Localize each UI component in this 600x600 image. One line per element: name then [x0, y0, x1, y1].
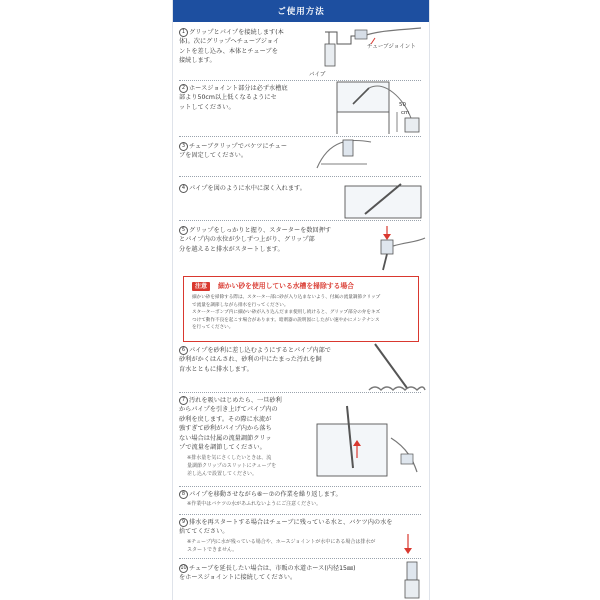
tube-joint-label: チューブジョイント	[367, 44, 416, 50]
caution-box	[183, 276, 419, 342]
divider	[179, 392, 421, 393]
drain-arrow-illustration	[393, 530, 423, 560]
step-number: 9	[179, 518, 188, 527]
step-text: ットしてください。	[179, 103, 235, 111]
height-value: 50	[399, 102, 406, 108]
section-header	[173, 0, 429, 22]
step-7	[179, 396, 319, 452]
step-text: 捨ててください。	[179, 528, 229, 536]
caution-text: を行ってください。	[192, 325, 234, 331]
divider	[179, 486, 421, 487]
step-text: パイプを移動させながら⑥〜⑦の作業を繰り返します。	[189, 491, 342, 498]
step-text: グリップとパイプを接続します(本	[189, 29, 284, 36]
divider	[179, 176, 421, 177]
divider	[179, 136, 421, 137]
step-text: グリップをしっかりと握り、スターターを数回押す	[189, 227, 332, 234]
step-text: をホースジョイントに接続してください。	[179, 574, 297, 582]
step-8	[179, 490, 419, 499]
step-7-note	[187, 454, 276, 478]
caution-text: つけて動作不良を起こす場合があります。暗剤器の説明図にしたがい速やかにメンテナンス	[192, 317, 380, 323]
step-text: パイプを砂利に差し込むようにするとパイプ内部で	[189, 347, 331, 354]
caution-badge: 注意	[192, 282, 210, 291]
step-text: ブを固定してください。	[179, 152, 248, 160]
step-text: 汚れを吸いはじめたら、一旦砂利	[189, 397, 282, 404]
step-text: 接続します。	[179, 57, 216, 65]
note-text: 量調節クリップのスリットにチューブを	[187, 463, 277, 469]
step-text: プで流量を調節してください。	[179, 444, 266, 452]
gravel-illustration	[365, 340, 427, 398]
step-2	[179, 84, 319, 112]
pipe-label: パイプ	[309, 72, 326, 78]
step-text: ントを差し込み、本体とチューブを	[179, 47, 278, 55]
step-text: パイプを図のように水中に深く入れます。	[189, 185, 306, 192]
pipe-in-water-illustration	[341, 180, 425, 220]
step-text: チューブクリップでバケツにチュー	[189, 143, 288, 150]
height-unit: cm	[401, 110, 410, 116]
note-text: ※作業中はバケツの水があふれないようにご注意ください。	[187, 501, 322, 507]
instruction-card	[172, 0, 430, 600]
step-text: とパイプ内の水位が少しずつ上がり、グリップ部	[179, 236, 315, 244]
step-number: 7	[179, 396, 188, 405]
caution-title: 細かい砂を使用している水槽を掃除する場合	[218, 282, 354, 290]
step-9-note	[187, 538, 375, 554]
hose-joint-illustration	[399, 560, 425, 600]
divider	[179, 220, 421, 221]
divider	[179, 558, 421, 559]
step-6	[179, 346, 365, 374]
step-text: ホースジョイント部分は必ず水槽底	[189, 85, 288, 92]
tube-clip-illustration	[315, 134, 375, 174]
grip-pipe-illustration	[311, 24, 427, 80]
step-9	[179, 518, 423, 537]
step-8-note	[187, 500, 321, 508]
step-number: 5	[179, 226, 188, 235]
caution-text: で流量を調節しながら排水を行ってください。	[192, 302, 289, 308]
step-text: ない場合は付属の流量調節クリッ	[179, 434, 272, 442]
step-number: 1	[179, 28, 188, 37]
step-number: 3	[179, 142, 188, 151]
note-text: 差し込んで設置してください。	[187, 471, 258, 477]
caution-text: スターターポンプ内に細かい砂が入り込んだまま使用し続けると、グリップ部分の弁をキズ	[192, 310, 381, 316]
step-number: 6	[179, 346, 188, 355]
step-10	[179, 564, 379, 583]
step-4	[179, 184, 359, 193]
caution-text: 細かい砂を掃除する際は、スターター部に砂が入り込まないよう、付属の流量調節クリップ	[192, 295, 381, 300]
starter-illustration	[367, 222, 427, 272]
step-text: チューブを延長したい場合は、市販の水道ホース(内径15㎜)	[189, 565, 356, 572]
step-1	[179, 28, 319, 66]
note-text: スタートできません。	[187, 547, 238, 553]
caution-body	[192, 294, 412, 332]
step-text: 育水とともに排水します。	[179, 365, 253, 373]
step-number: 2	[179, 84, 188, 93]
step-text: 砂利を戻します。その際に水流が	[179, 415, 272, 423]
step-text: 排水を再スタートする場合はチューブに残っている水と、バケツ内の水を	[189, 519, 393, 526]
note-text: ※チューブ内に水が残っている場合や、ホースジョイントが水中にある場合は排水が	[187, 539, 376, 545]
step-number: 10	[180, 565, 187, 571]
step-text: 体)。次にグリップへチューブジョイ	[179, 38, 280, 46]
aquarium-height-illustration	[323, 78, 427, 136]
step-5	[179, 226, 365, 254]
section-title: ご使用方法	[277, 7, 325, 17]
step-text: 分を越えると排水がスタートします。	[179, 245, 284, 253]
step-text: 砂利がかくはんされ、砂利の中にたまった汚れを飼	[179, 356, 322, 364]
step-text: からパイプを引き上げてパイプ内の	[179, 406, 278, 414]
step-number: 4	[179, 184, 188, 193]
step-text: 強すぎて砂利がパイプ内から落ち	[179, 425, 272, 433]
note-text: ※排水量を気にさくしたいときは、流	[187, 455, 272, 461]
step-text: 部より50cm以上低くなるようにセ	[179, 94, 277, 102]
pipe-lift-illustration	[313, 398, 427, 482]
step-number: 8	[179, 490, 188, 499]
divider	[179, 514, 421, 515]
step-3	[179, 142, 319, 161]
